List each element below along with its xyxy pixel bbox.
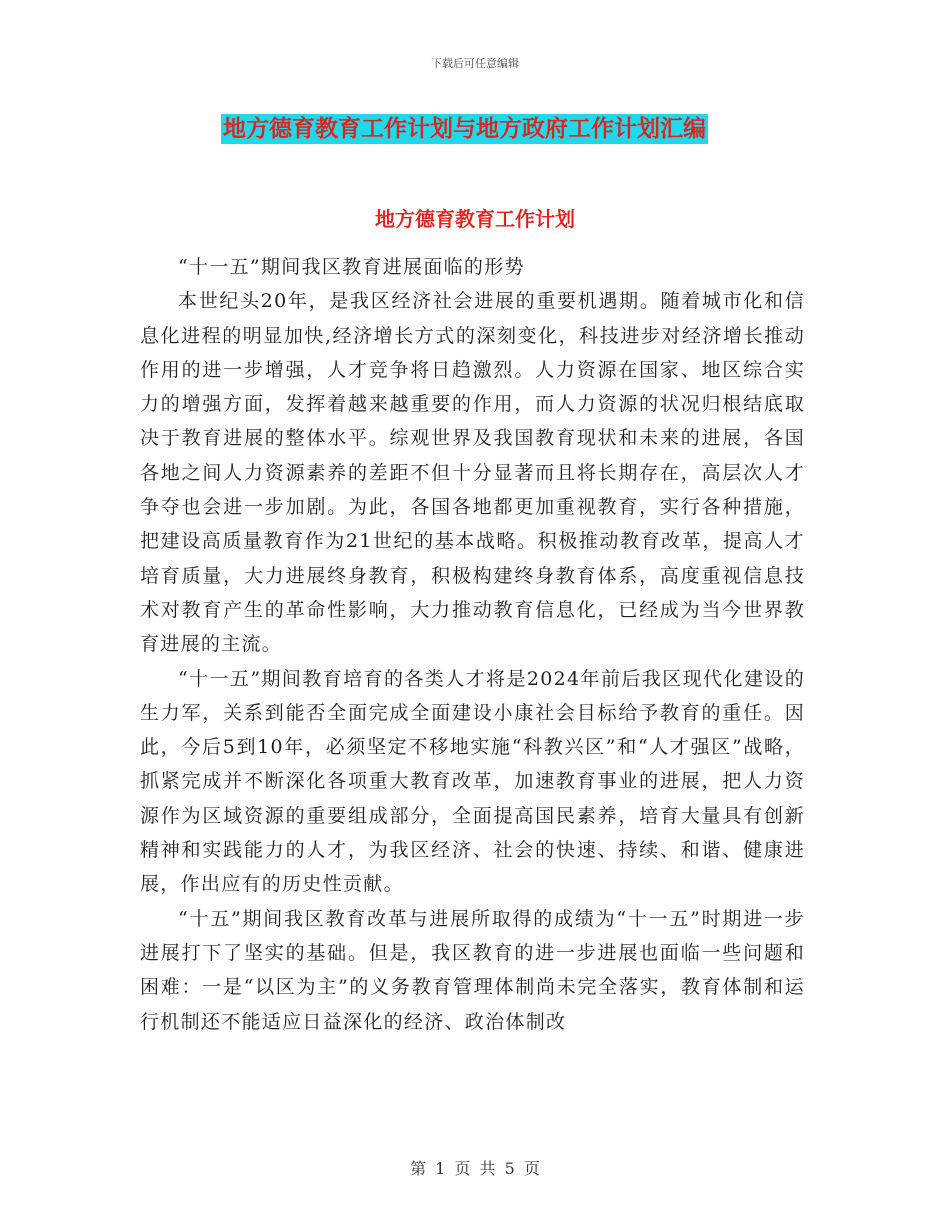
paragraph: “十一五”期间教育培育的各类人才将是2024年前后我区现代化建设的生力军，关系到能否全面完成全面建设小康社会目标给予教育的重任。因此，今后5到10年，必须坚定不移地实施“科教兴区”和“人才强区”战略，抓紧完成并不断深化各项重大教育改革，加速教育事业的进展，把人力资源作为区域资源的重要组成部分，全面提高国民素养，培育大量具有创新精神和实践能力的人才，为我区经济、社会的快速、持续、和谐、健康进展，作出应有的历史性贡献。 [140, 667, 805, 896]
paragraph-subheading: “十一五”期间我区教育进展面临的形势 [178, 256, 525, 278]
page-number-footer: 第 1 页 共 5 页 [410, 1159, 540, 1178]
header-note: 下载后可任意编辑 [431, 57, 519, 70]
section-title: 地方德育教育工作计划 [375, 207, 575, 231]
document-main-title: 地方德育教育工作计划与地方政府工作计划汇编 [223, 115, 706, 142]
paragraph: “十五”期间我区教育改革与进展所取得的成绩为“十一五”时期进一步进展打下了坚实的基础。但是，我区教育的进一步进展也面临一些问题和困难：一是“以区为主”的义务教育管理体制尚未完全落实，教育体制和运行机制还不能适应日益深化的经济、政治体制改 [140, 907, 805, 1033]
document-body [140, 250, 805, 1039]
paragraph: 本世纪头20年，是我区经济社会进展的重要机遇期。随着城市化和信息化进程的明显加快,经济增长方式的深刻变化，科技进步对经济增长推动作用的进一步增强，人才竞争将日趋激烈。人力资源在国家、地区综合实力的增强方面，发挥着越来越重要的作用，而人力资源的状况归根结底取决于教育进展的整体水平。综观世界及我国教育现状和未来的进展，各国各地之间人力资源素养的差距不但十分显著而且将长期存在，高层次人才争夺也会进一步加剧。为此，各国各地都更加重视教育，实行各种措施，把建设高质量教育作为21世纪的基本战略。积极推动教育改革，提高人才培育质量，大力进展终身教育，积极构建终身教育体系，高度重视信息技术对教育产生的革命性影响，大力推动教育信息化，已经成为当今世界教育进展的主流。 [140, 290, 805, 656]
